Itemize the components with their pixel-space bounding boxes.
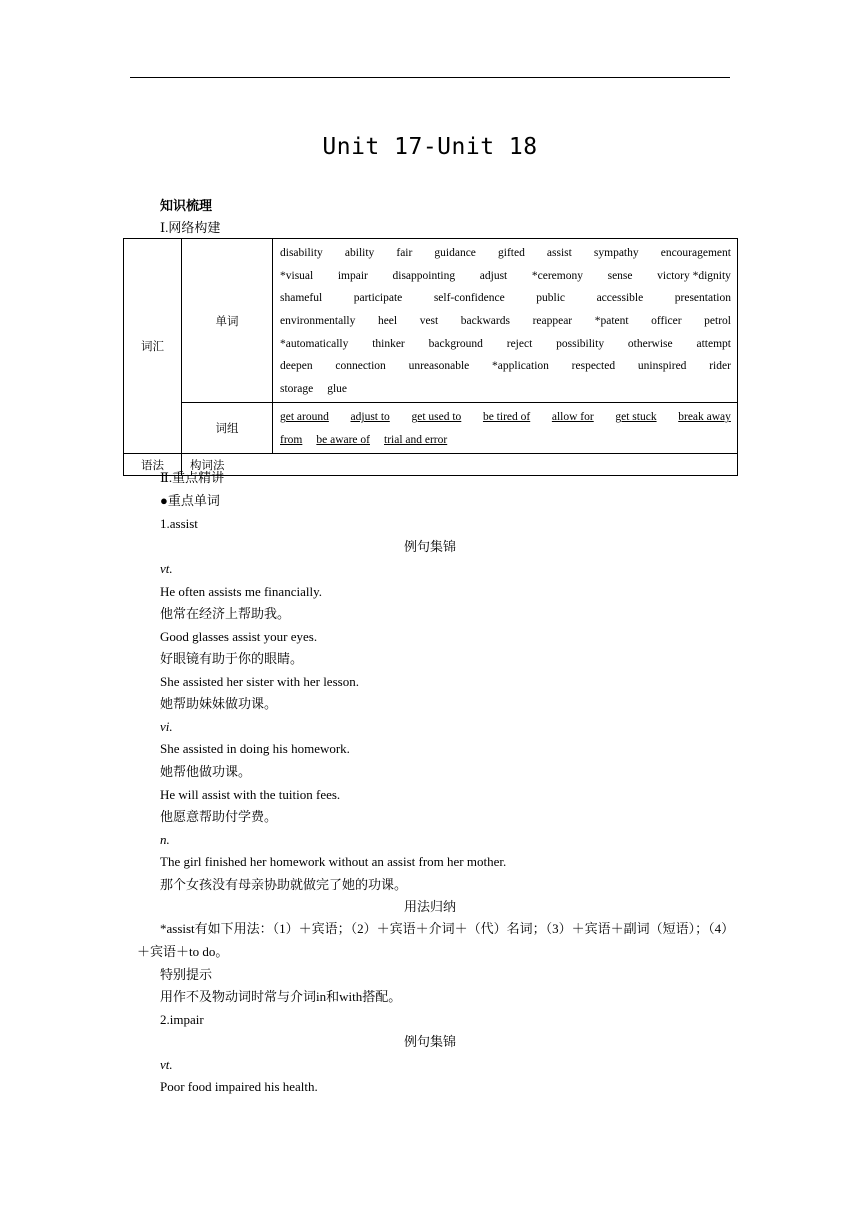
- vocab-phrase: adjust to: [350, 411, 390, 424]
- vocab-word: adjust: [479, 269, 508, 282]
- header-rule: [130, 77, 730, 78]
- vocab-word: vest: [419, 315, 439, 328]
- vocab-word-row: [280, 332, 731, 355]
- vocab-phrase: get stuck: [615, 411, 657, 424]
- vocab-word: *ceremony: [531, 269, 583, 282]
- vocab-phrase: be aware of: [316, 434, 370, 447]
- vocab-category-cell: 词汇: [124, 239, 182, 454]
- vocab-word: disability: [280, 247, 323, 260]
- grammar-value-cell: 构词法: [182, 454, 738, 476]
- vocab-word: gifted: [498, 247, 525, 260]
- vocab-phrase: get used to: [411, 411, 462, 424]
- word2-heading: 2.impair: [160, 1012, 204, 1027]
- words-list: [280, 242, 731, 400]
- vocab-word: self-confidence: [433, 292, 505, 305]
- word1-example2-en: Good glasses assist your eyes.: [160, 629, 318, 644]
- vocab-table: [123, 238, 738, 476]
- vocab-word: environmentally: [280, 315, 356, 328]
- word1-example5-zh: 他愿意帮助付学费。: [160, 809, 278, 824]
- vocab-phrase: get around: [280, 411, 329, 424]
- vocab-word: backwards: [460, 315, 510, 328]
- word1-usage-text: *assist有如下用法：（1）＋宾语；（2）＋宾语＋介词＋（代）名词；（3）＋宾语＋副词（短语）；（4）＋宾语＋to do。: [137, 921, 728, 959]
- vocab-word: victory *dignity: [657, 269, 731, 282]
- word1-example3-zh: 她帮助妹妹做功课。: [160, 696, 278, 711]
- word1-example3-en: She assisted her sister with her lesson.: [160, 674, 359, 689]
- word1-example4-zh: 她帮他做功课。: [160, 764, 252, 779]
- vocab-word-row: [280, 355, 731, 378]
- vocab-phrase-row: [280, 429, 731, 452]
- word1-example1-en: He often assists me financially.: [160, 584, 322, 599]
- word1-pos-n: n.: [160, 832, 170, 847]
- word1-usage-heading: 用法归纳: [403, 899, 456, 914]
- vocab-word: sympathy: [593, 247, 639, 260]
- vocab-word: unreasonable: [408, 360, 470, 373]
- word2-pos-vt: vt.: [160, 1057, 173, 1072]
- vocab-word-row: [280, 242, 731, 265]
- vocab-phrase-row: [280, 406, 731, 429]
- word1-pos-vi: vi.: [160, 719, 173, 734]
- vocab-word: impair: [337, 269, 368, 282]
- word1-example5-en: He will assist with the tuition fees.: [160, 787, 341, 802]
- section-heading: 知识梳理: [160, 198, 213, 213]
- vocab-word-row: [280, 378, 731, 401]
- vocab-word: heel: [377, 315, 398, 328]
- word1-example1-zh: 他常在经济上帮助我。: [160, 606, 291, 621]
- vocab-word-row: [280, 310, 731, 333]
- vocab-word: glue: [327, 382, 348, 395]
- vocab-word: fair: [396, 247, 413, 260]
- word1-note-text: 用作不及物动词时常与介词in和with搭配。: [160, 989, 402, 1004]
- vocab-word: reappear: [532, 315, 573, 328]
- word1-examples-heading: 例句集锦: [403, 539, 456, 554]
- word1-note-heading: 特别提示: [160, 967, 213, 982]
- word1-heading: 1.assist: [160, 516, 198, 531]
- vocab-word: possibility: [556, 337, 605, 350]
- vocab-phrase: be tired of: [482, 411, 531, 424]
- vocab-word: otherwise: [627, 337, 673, 350]
- vocab-word: rider: [709, 360, 731, 373]
- vocab-word: shameful: [280, 292, 323, 305]
- vocab-word: ability: [344, 247, 375, 260]
- grammar-category-cell: 语法: [124, 454, 182, 476]
- vocab-word: public: [536, 292, 566, 305]
- words-cell: [273, 239, 738, 403]
- vocab-word: storage: [280, 382, 314, 395]
- vocab-word: presentation: [674, 292, 731, 305]
- word2-example1-en: Poor food impaired his health.: [160, 1079, 318, 1094]
- phrases-label-cell: 词组: [182, 403, 273, 454]
- vocab-word: respected: [571, 360, 616, 373]
- vocab-word: encouragement: [660, 247, 731, 260]
- vocab-word: connection: [335, 360, 386, 373]
- key-words-heading: ●重点单词: [160, 493, 220, 508]
- vocab-word: attempt: [696, 337, 731, 350]
- vocab-word-row: [280, 265, 731, 288]
- vocab-word: *patent: [594, 315, 629, 328]
- vocab-word: assist: [546, 247, 572, 260]
- part2-heading: Ⅱ.重点精讲: [160, 470, 225, 485]
- word1-example6-en: The girl finished her homework without an assist from her mother.: [160, 854, 507, 869]
- vocab-word: officer: [651, 315, 682, 328]
- word1-example4-en: She assisted in doing his homework.: [160, 741, 350, 756]
- vocab-phrase: trial and error: [384, 434, 448, 447]
- word1-example2-zh: 好眼镜有助于你的眼睛。: [160, 651, 304, 666]
- phrases-cell: [273, 403, 738, 454]
- page-title: Unit 17-Unit 18: [322, 134, 538, 160]
- word1-example6-zh: 那个女孩没有母亲协助就做完了她的功课。: [160, 877, 408, 892]
- vocab-word: petrol: [704, 315, 731, 328]
- vocab-word: *application: [492, 360, 549, 373]
- vocab-phrase: allow for: [551, 411, 594, 424]
- vocab-word: deepen: [280, 360, 313, 373]
- vocab-word: *automatically: [280, 337, 349, 350]
- word2-examples-heading: 例句集锦: [403, 1034, 456, 1049]
- word1-pos-vt: vt.: [160, 561, 173, 576]
- vocab-phrase: break away: [678, 411, 731, 424]
- words-label-cell: 单词: [182, 239, 273, 403]
- part1-heading: Ⅰ.网络构建: [160, 220, 221, 235]
- vocab-word: thinker: [372, 337, 405, 350]
- vocab-word: *visual: [280, 269, 314, 282]
- vocab-word: guidance: [434, 247, 476, 260]
- vocab-word: uninspired: [637, 360, 687, 373]
- vocab-word: sense: [607, 269, 633, 282]
- vocab-word: reject: [506, 337, 533, 350]
- vocab-word: background: [428, 337, 483, 350]
- vocab-word: disappointing: [392, 269, 456, 282]
- vocab-word: participate: [353, 292, 403, 305]
- vocab-phrase: from: [280, 434, 303, 447]
- phrases-list: [280, 406, 731, 451]
- vocab-word: accessible: [596, 292, 644, 305]
- vocab-word-row: [280, 287, 731, 310]
